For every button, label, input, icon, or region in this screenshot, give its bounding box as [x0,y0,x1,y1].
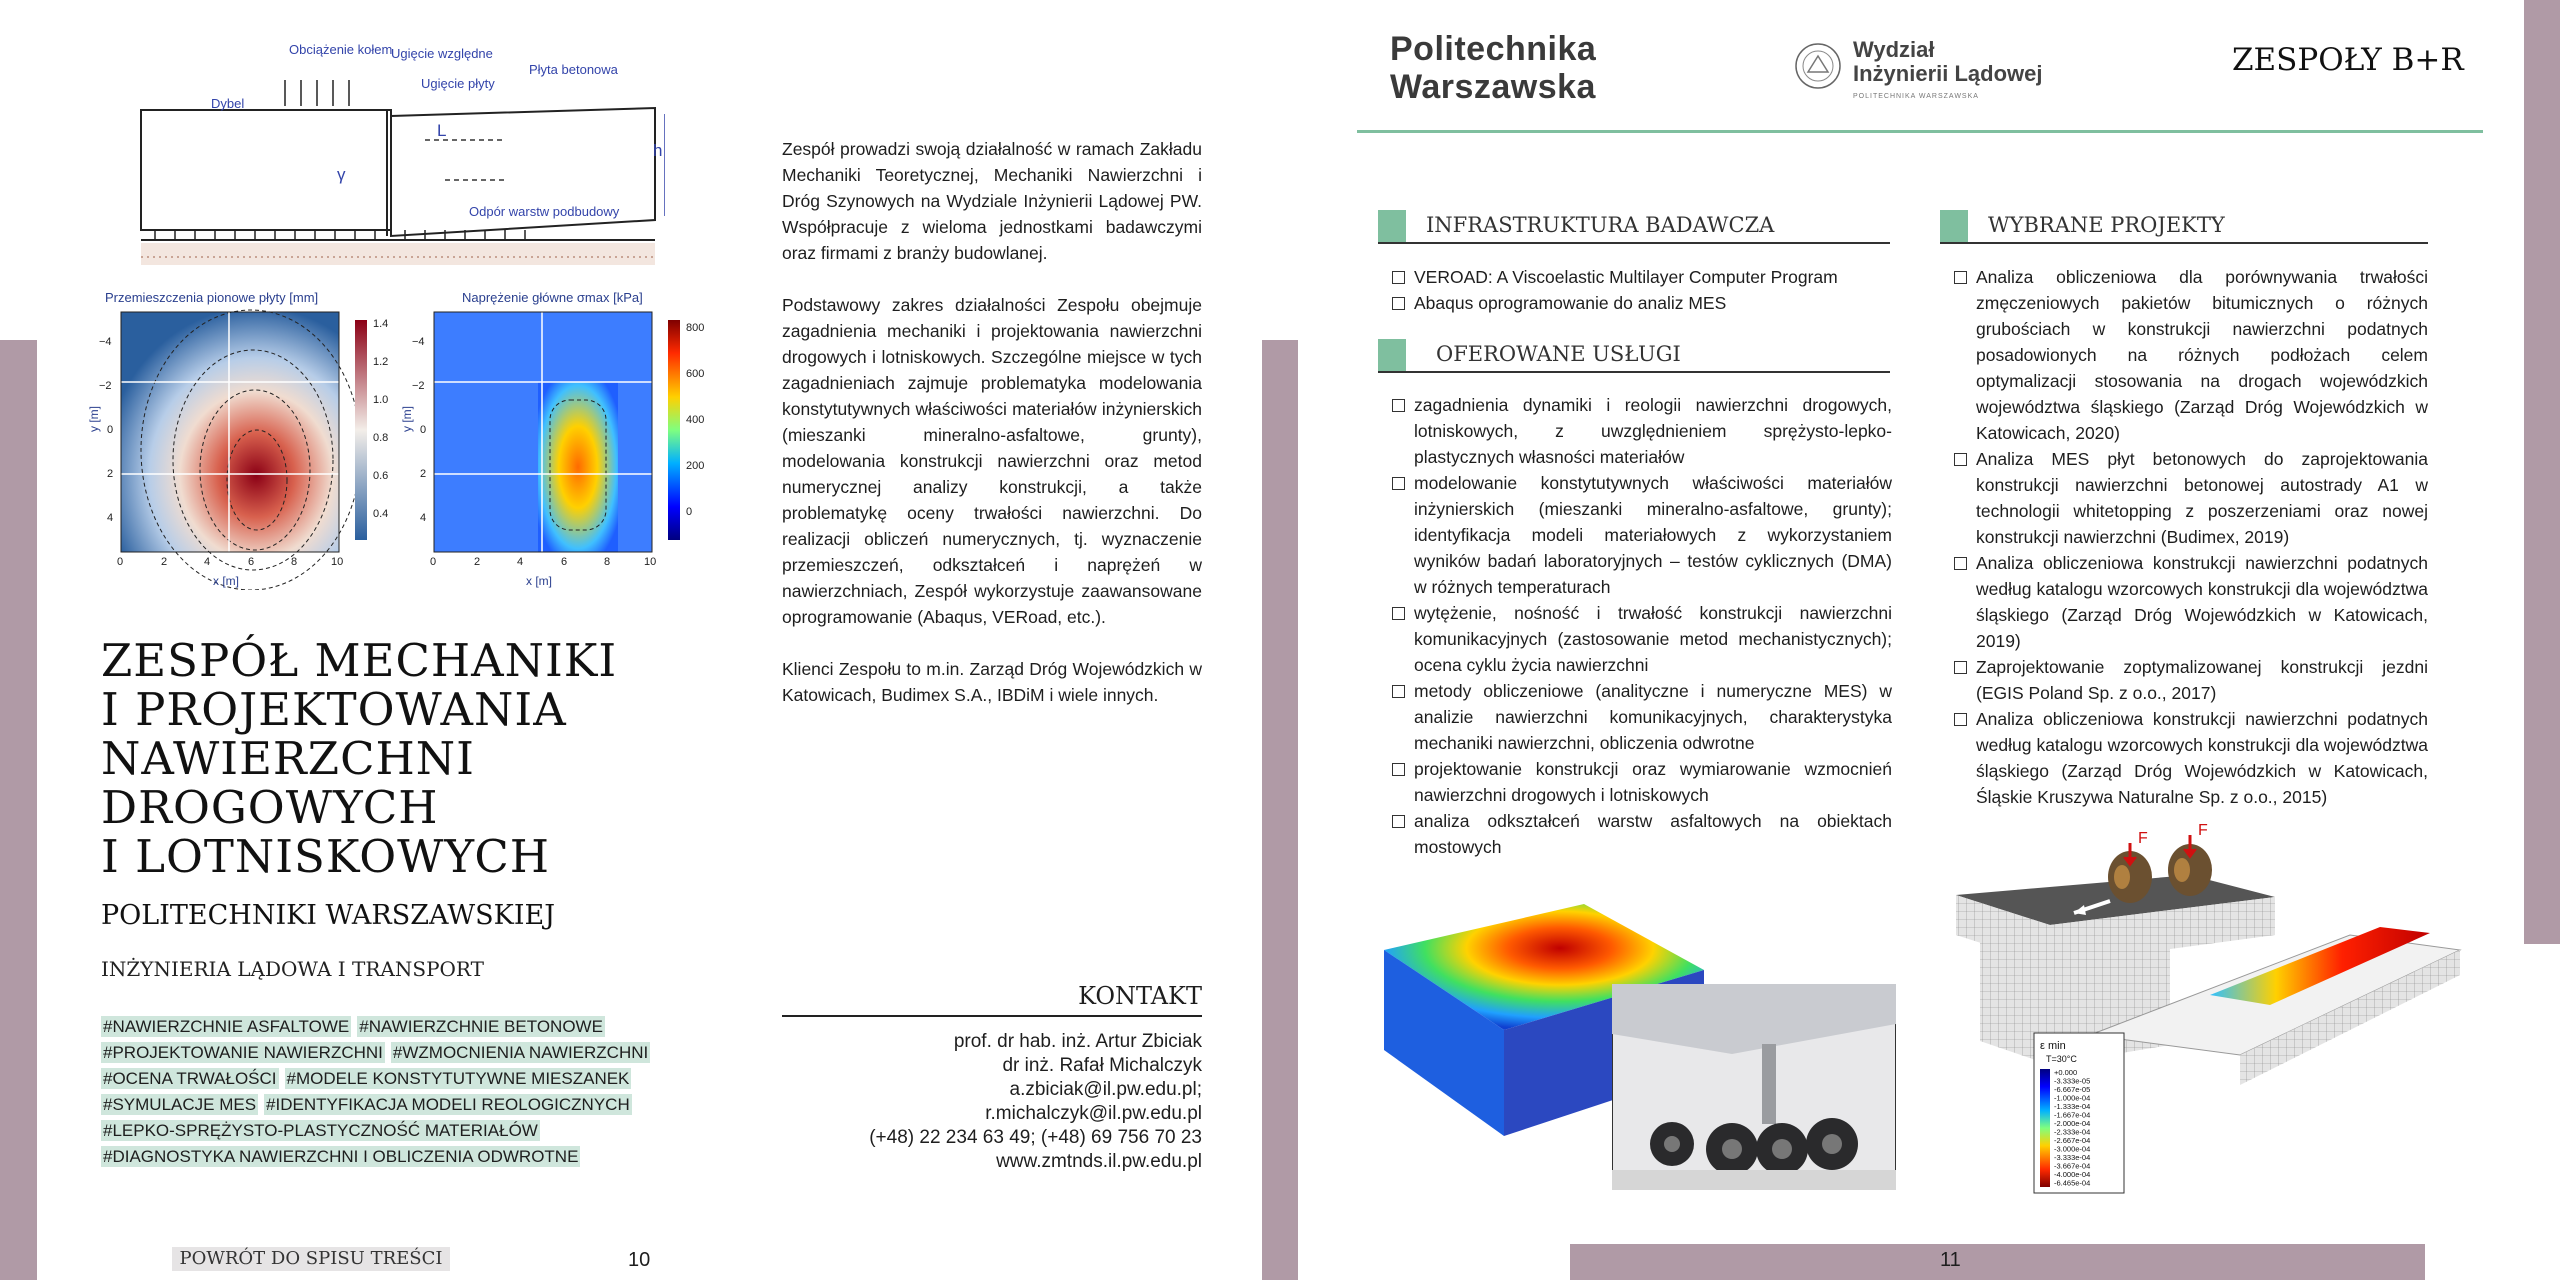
x-tick-2: 2 [161,556,168,568]
center-bar-left [1262,340,1298,1280]
section-header: ZESPOŁY B+R [2232,42,2464,78]
infra-list [1390,264,1890,316]
heading-marker [1378,339,1406,371]
pw-logo [1390,30,1596,106]
plot2-ylabel: y [m] [400,406,414,432]
plot1-title: Przemieszczenia pionowe płyty [mm] [105,290,319,305]
legend-title: ε min [2040,1040,2066,1052]
legend-value: -6.465e-04 [2054,1178,2091,1188]
contact-phone: (+48) 22 234 63 49; (+48) 69 756 70 23 [869,1127,1202,1148]
cbar1-tick-4: 0.6 [373,470,389,482]
legend-value: -3.333e-04 [2054,1153,2091,1162]
title-line-2: I PROJEKTOWANIA [101,683,567,736]
list-item: zagadnienia dynamiki i reologii nawierzchni drogowych, lotniskowych, z uwzględnieniem sprężysto-lepko-plastycznych własności materiałów [1390,392,1892,470]
list-item: VEROAD: A Viscoelastic Multilayer Computer Program [1390,264,1890,290]
y-tick-m4: −4 [99,336,112,348]
pw-logo-line-1: Politechnika [1390,30,1597,68]
body-paragraph-3: Klienci Zespołu to m.in. Zarząd Dróg Wojewódzkich w Katowicach, Budimex S.A., IBDiM i wiele innych. [782,659,1202,705]
list-item: Abaqus oprogramowanie do analiz MES [1390,290,1890,316]
x2-tick-0: 0 [430,556,437,568]
tag[interactable]: #NAWIERZCHNIE BETONOWE [359,1017,603,1036]
colorbar2-ticks [686,322,716,552]
label-h: h [653,141,663,160]
projects-heading-text: WYBRANE PROJEKTY [1988,213,2225,237]
cbar1-tick-5: 0.4 [373,508,389,520]
contact-block [782,1030,1202,1174]
y2-tick-0: 0 [420,424,427,436]
y-tick-4: 4 [107,512,114,524]
header-divider [1357,130,2483,133]
faculty-logo-line-1: Wydział [1853,37,1935,62]
y2-tick-m2: −2 [412,380,425,392]
services-list [1390,392,1892,860]
list-item: modelowanie konstytutywnych właściwości materiałów inżynierskich (mieszanki mineralno-asfaltowe, grunty); identyfikacja modeli materiałowych z wykorzystaniem wyników badań laboratoryjnych – testów cyklicznych (DMA) w różnych temperaturach [1390,470,1892,600]
contact-person-2: dr inż. Rafał Michalczyk [1002,1055,1202,1076]
y2-tick-2: 2 [420,468,427,480]
tag[interactable]: #SYMULACJE MES [103,1095,257,1114]
legend-value: -6.667e-05 [2054,1085,2091,1094]
list-item: Analiza obliczeniowa konstrukcji nawierzchni podatnych według katalogu wzorcowych konstrukcji dla województwa śląskiego (Zarząd Dróg Wojewódzkich w Katowicach, 2019) [1952,550,2428,654]
faculty-seal-icon [1794,42,1842,90]
cbar2-tick-4: 0 [686,506,693,518]
fem-road-model-image [1950,815,2470,1195]
legend-value: -3.333e-05 [2054,1076,2091,1086]
contact-website[interactable]: www.zmtnds.il.pw.edu.pl [996,1151,1202,1172]
body-paragraph-2: Podstawowy zakres działalności Zespołu obejmuje zagadnienia mechaniki i projektowania nawierzchni drogowych i lotniskowych. Szczególne miejsce w tych zagadnieniach zajmuje problematyka modelowania konstytutywnych właściwości materiałów inżynierskich (mieszanki mineralno-asfaltowe, grunty), modelowania konstrukcji nawierzchni oraz metod numerycznej analizy konstrukcji, a także problematykę oceny trwałości nawierzchni. Do realizacji obliczeń numerycznych, tj. wyznaczenie przemieszczeń, odkształceń i naprężeń w nawierzchniach, Zespół wykorzystuje zaawansowane oprogramowanie (Abaqus, VERoad, etc.). [782,295,1202,627]
cbar2-tick-3: 200 [686,460,705,472]
page-number-left: 10 [628,1249,651,1271]
contact-email-1[interactable]: a.zbiciak@il.pw.edu.pl; [1009,1079,1202,1100]
label-ugiecie-plyty: Ugięcie płyty [421,76,495,91]
legend-value: -4.000e-04 [2054,1170,2091,1179]
slab-diagram [105,40,665,270]
plot2-y-axis [398,312,434,552]
title-line-5: I LOTNISKOWYCH [101,830,550,883]
x-tick-10: 10 [331,556,344,568]
plot2-title: Naprężenie główne σmax [kPa] [462,290,643,305]
plot1-ylabel: y [m] [87,406,101,432]
y-tick-2: 2 [107,468,114,480]
heading-marker [1940,210,1968,242]
stress-plot [398,290,708,590]
subtitle: POLITECHNIKI WARSZAWSKIEJ [101,900,556,931]
contact-divider [782,1015,1202,1017]
label-odpor: Odpór warstw podbudowy [469,204,620,219]
list-item: Analiza MES płyt betonowych do zaprojektowania konstrukcji nawierzchni betonowej autostrady A1 w technologii whitetopping z poszerzeniami oraz nowej konstrukcji nawierzchni (Budimex, 2019) [1952,446,2428,550]
list-item: projektowanie konstrukcji oraz wymiarowanie wzmocnień nawierzchni drogowych i lotniskowych [1390,756,1892,808]
plot1-y-axis [85,312,121,552]
x2-tick-8: 8 [604,556,611,568]
label-dybel: Dybel [211,96,245,111]
x2-tick-10: 10 [644,556,657,568]
pw-logo-line-2: Warszawska [1390,68,1596,106]
x2-tick-4: 4 [517,556,524,568]
legend-value: -2.000e-04 [2054,1119,2091,1128]
tag[interactable]: #NAWIERZCHNIE ASFALTOWE [103,1017,350,1036]
y-tick-0: 0 [107,424,114,436]
faculty-logo-line-2: Inżynierii Lądowej [1853,61,2043,86]
faculty-logo-small: POLITECHNIKA WARSZAWSKA [1853,93,1979,100]
projects-heading [1940,210,2428,244]
y-tick-m2: −2 [99,380,112,392]
cbar2-tick-1: 600 [686,368,705,380]
label-ugiecie-wzgledne: Ugięcie względne [391,46,493,61]
label-obciazenie: Obciążenie kołem [289,42,393,57]
page-title [101,636,617,881]
heading-marker [1378,210,1406,242]
tag[interactable]: #PROJEKTOWANIE NAWIERZCHNI [103,1043,383,1062]
tag[interactable]: #WZMOCNIENIA NAWIERZCHNI [392,1043,649,1062]
plot2-xlabel: x [m] [526,574,552,588]
x2-tick-6: 6 [561,556,568,568]
legend-value: -1.667e-04 [2054,1110,2091,1120]
page-footer-bar [1570,1244,2425,1280]
tag-list [101,1014,661,1170]
page-number-right: 11 [1940,1249,1961,1271]
services-heading [1378,339,1890,373]
list-item: metody obliczeniowe (analityczne i numeryczne MES) w analizie nawierzchni komunikacyjnych, charakterystyka mechaniki nawierzchni, obliczenia odwrotne [1390,678,1892,756]
services-heading-text: OFEROWANE USŁUGI [1436,342,1681,366]
force-label-2: F [2198,822,2208,839]
legend-value: -3.667e-04 [2054,1161,2091,1171]
legend-value: -2.333e-04 [2054,1127,2091,1137]
x-tick-8: 8 [291,556,298,568]
back-to-toc-link[interactable]: POWRÓT DO SPISU TREŚCI [172,1247,450,1271]
legend-value: +0.000 [2054,1068,2078,1077]
x-tick-6: 6 [248,556,255,568]
tag[interactable]: #DIAGNOSTYKA NAWIERZCHNI I OBLICZENIA ODWROTNE [103,1147,579,1166]
legend-temp: T=30°C [2046,1054,2077,1064]
tag[interactable]: #OCENA TRWAŁOŚCI [103,1069,277,1088]
infra-heading-text: INFRASTRUKTURA BADAWCZA [1426,213,1775,237]
cbar1-tick-3: 0.8 [373,432,389,444]
legend-value: -1.000e-04 [2054,1093,2091,1103]
list-item: wytężenie, nośność i trwałość konstrukcji nawierzchni komunikacyjnych (zastosowanie metod mechanistycznych); ocena cyklu życia nawierzchni [1390,600,1892,678]
cbar2-tick-0: 800 [686,322,705,334]
contact-heading: KONTAKT [1078,982,1202,1010]
aircraft-gear-photo [1612,984,1896,1190]
contact-email-2[interactable]: r.michalczyk@il.pw.edu.pl [985,1103,1202,1124]
cbar1-tick-2: 1.0 [373,394,389,406]
list-item: analiza odkształceń warstw asfaltowych na obiektach mostowych [1390,808,1892,860]
body-paragraph-1: Zespół prowadzi swoją działalność w ramach Zakładu Mechaniki Teoretycznej, Mechaniki Nawierzchni i Dróg Szynowych na Wydziale Inżynierii Lądowej PW. Współpracuje z wieloma jednostkami badawczymi oraz firmami z branży budowlanej. [782,139,1202,263]
fem-legend [2034,1033,2124,1193]
list-item: Zaprojektowanie zoptymalizowanej konstrukcji jezdni (EGIS Poland Sp. z o.o., 2017) [1952,654,2428,706]
tag[interactable]: #LEPKO-SPRĘŻYSTO-PLASTYCZNOŚĆ MATERIAŁÓW [103,1121,538,1140]
left-edge-bar [0,340,37,1280]
right-edge-bar [2524,0,2560,944]
list-item: Analiza obliczeniowa konstrukcji nawierzchni podatnych według katalogu wzorcowych konstrukcji dla województwa śląskiego (Zarząd Dróg Wojewódzkich w Katowicach, Śląskie Kruszywa Naturalne Sp. z o.o., 2015) [1952,706,2428,810]
legend-value: -1.333e-04 [2054,1102,2091,1111]
title-line-1: ZESPÓŁ MECHANIKI [101,634,618,687]
body-text [782,136,1202,734]
faculty-logo [1853,38,2042,86]
tag[interactable]: #MODELE KONSTYTUTYWNE MIESZANEK [286,1069,630,1088]
cbar2-tick-2: 400 [686,414,705,426]
cbar1-tick-0: 1.4 [373,318,389,330]
list-item: Analiza obliczeniowa dla porównywania trwałości zmęczeniowych pakietów bitumicznych o różnych grubościach w konstrukcji nawierzchni podatnych posadowionych na różnych podłożach celem optymalizacji stosowania na drogach wojewódzkich województwa śląskiego (Zarząd Dróg Wojewódzkich w Katowicach, 2020) [1952,264,2428,446]
legend-value: -3.000e-04 [2054,1144,2091,1154]
cbar1-tick-1: 1.2 [373,356,389,368]
contact-person-1: prof. dr hab. inż. Artur Zbiciak [953,1031,1202,1052]
y2-tick-m4: −4 [412,336,425,348]
x2-tick-2: 2 [474,556,481,568]
x-tick-0: 0 [117,556,124,568]
force-label-1: F [2138,830,2148,847]
x-tick-4: 4 [204,556,211,568]
plot-axis-labels [85,556,705,590]
colorbar1-ticks [373,318,403,548]
y2-tick-4: 4 [420,512,427,524]
tag[interactable]: #IDENTYFIKACJA MODELI REOLOGICZNYCH [266,1095,630,1114]
category: INŻYNIERIA LĄDOWA I TRANSPORT [101,957,484,981]
plot1-xlabel: x [m] [213,574,239,588]
displacement-plot [85,290,395,590]
label-L: L [437,121,447,140]
label-plyta-betonowa: Płyta betonowa [529,62,618,77]
title-line-4: DROGOWYCH [101,781,439,834]
projects-list [1952,264,2428,810]
infra-heading [1378,210,1890,244]
label-gamma: γ [337,165,346,184]
legend-value: -2.667e-04 [2054,1136,2091,1145]
title-line-3: NAWIERZCHNI [101,732,475,785]
